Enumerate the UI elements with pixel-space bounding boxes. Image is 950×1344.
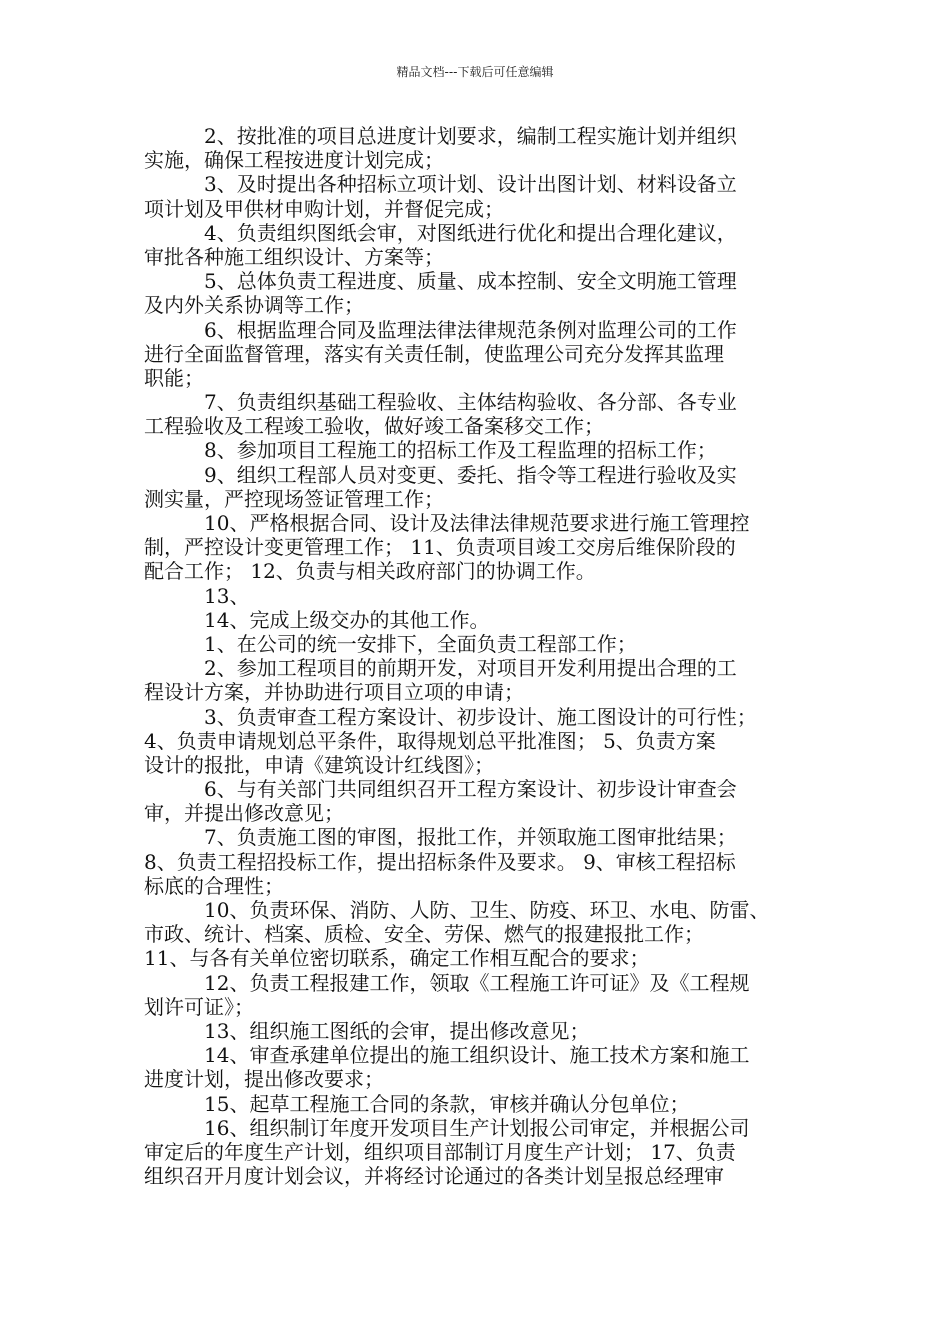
text-line: 7、负责组织基础工程验收、主体结构验收、各分部、各专业 — [204, 390, 737, 415]
page-header: 精品文档---下载后可任意编辑 — [396, 65, 554, 79]
text-line: 程设计方案，并协助进行项目立项的申请； — [144, 680, 524, 705]
text-line: 组织召开月度计划会议，并将经讨论通过的各类计划呈报总经理审 — [144, 1164, 724, 1189]
text-line: 6、根据监理合同及监理法律法律规范条例对监理公司的工作 — [204, 317, 737, 342]
text-line: 2、参加工程项目的前期开发，对项目开发利用提出合理的工 — [204, 656, 737, 681]
text-line: 3、及时提出各种招标立项计划、设计出图计划、材料设备立 — [204, 172, 737, 197]
text-line: 5、总体负责工程进度、质量、成本控制、安全文明施工管理 — [204, 269, 737, 294]
text-line: 1、在公司的统一安排下，全面负责工程部工作； — [204, 631, 637, 656]
text-line: 9、组织工程部人员对变更、委托、指令等工程进行验收及实 — [204, 462, 737, 487]
text-line: 11、与各有关单位密切联系，确定工作相互配合的要求； — [144, 946, 650, 971]
text-line: 职能； — [144, 365, 204, 390]
text-line: 制，严控设计变更管理工作； 11、负责项目竣工交房后维保阶段的 — [144, 535, 736, 560]
text-line: 实施，确保工程按进度计划完成； — [144, 148, 444, 173]
text-line: 4、负责组织图纸会审，对图纸进行优化和提出合理化建议， — [204, 220, 737, 245]
text-line: 及内外关系协调等工作； — [144, 293, 364, 318]
text-line: 审，并提出修改意见； — [144, 801, 344, 826]
text-line: 审定后的年度生产计划，组织项目部制订月度生产计划； 17、负责 — [144, 1139, 736, 1164]
text-line: 标底的合理性； — [144, 873, 284, 898]
text-line: 项计划及甲供材申购计划，并督促完成； — [144, 196, 504, 221]
text-line: 工程验收及工程竣工验收，做好竣工备案移交工作； — [144, 414, 604, 439]
text-line: 划许可证》； — [144, 994, 254, 1019]
text-line: 8、参加项目工程施工的招标工作及工程监理的招标工作； — [204, 438, 717, 463]
text-line: 14、审查承建单位提出的施工组织设计、施工技术方案和施工 — [204, 1043, 750, 1068]
text-line: 13、 — [204, 583, 250, 608]
text-line: 8、负责工程招投标工作，提出招标条件及要求。 9、审核工程招标 — [144, 849, 736, 874]
text-line: 测实量，严控现场签证管理工作； — [144, 486, 444, 511]
text-line: 进行全面监督管理，落实有关责任制，使监理公司充分发挥其监理 — [144, 341, 724, 366]
text-line: 4、负责申请规划总平条件，取得规划总平批准图； 5、负责方案 — [144, 728, 716, 753]
text-line: 市政、统计、档案、质检、安全、劳保、燃气的报建报批工作； — [144, 922, 704, 947]
text-line: 3、负责审查工程方案设计、初步设计、施工图设计的可行性； — [204, 704, 757, 729]
text-line: 10、严格根据合同、设计及法律法律规范要求进行施工管理控 — [204, 511, 750, 535]
text-line: 12、负责工程报建工作，领取《工程施工许可证》及《工程规 — [204, 970, 750, 995]
text-line: 10、负责环保、消防、人防、卫生、防疫、环卫、水电、防雷、 — [204, 898, 770, 922]
text-line: 16、组织制订年度开发项目生产计划报公司审定，并根据公司 — [204, 1115, 750, 1140]
text-line: 2、按批准的项目总进度计划要求，编制工程实施计划并组织 — [204, 124, 737, 148]
text-line: 13、组织施工图纸的会审，提出修改意见； — [204, 1018, 590, 1043]
text-line: 14、完成上级交办的其他工作。 — [204, 607, 490, 632]
document-body — [144, 124, 824, 1188]
text-line: 配合工作； 12、负责与相关政府部门的协调工作。 — [144, 559, 596, 584]
text-line: 进度计划，提出修改要求； — [144, 1067, 384, 1092]
text-line: 设计的报批，申请《建筑设计红线图》； — [144, 752, 494, 777]
text-line: 7、负责施工图的审图，报批工作，并领取施工图审批结果； — [204, 825, 737, 850]
text-line: 6、与有关部门共同组织召开工程方案设计、初步设计审查会 — [204, 777, 737, 802]
text-line: 15、起草工程施工合同的条款，审核并确认分包单位； — [204, 1091, 690, 1116]
text-line: 审批各种施工组织设计、方案等； — [144, 244, 444, 269]
